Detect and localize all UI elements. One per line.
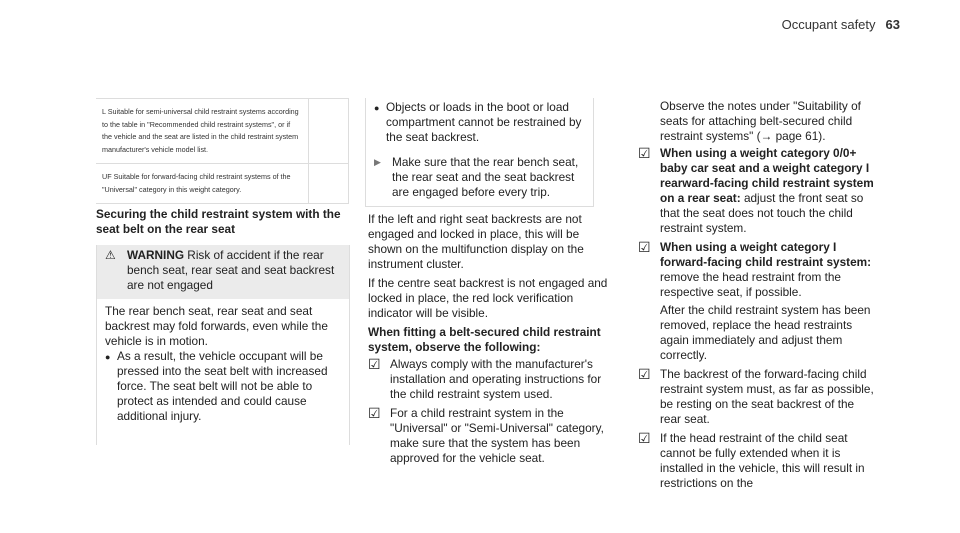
checklist-item: ☑ The backrest of the forward-facing child restraint system must, as far as possible, be resting on the seat backrest of the rear seat. xyxy=(638,366,874,426)
warning-title: WARNING xyxy=(127,248,185,262)
section-heading: Securing the child restraint system with the seat belt on the rear seat xyxy=(96,207,341,236)
section-title: Occupant safety xyxy=(781,17,876,32)
suitability-table xyxy=(96,98,349,204)
checkbox-icon: ☑ xyxy=(638,366,651,382)
page-header xyxy=(782,17,900,32)
checklist-item: ☑ When using a weight category I forward-facing child restraint system: remove the head restraint from the respective seat, if possible. After the child restraint system has been removed, replace the head restraints again immediately and adjust them correctly. xyxy=(638,239,872,362)
warning-triangle-icon: ⚠ xyxy=(105,248,116,262)
column-2 xyxy=(368,212,613,466)
checkbox-icon: ☑ xyxy=(638,239,651,255)
checklist-item: ☑ For a child restraint system in the "Universal" or "Semi-Universal" category, make sure that the system has been approved for the vehicle seat. xyxy=(368,405,604,465)
warning-text: The rear bench seat, rear seat and seat backrest may fold forwards, even while the vehicle is in motion. xyxy=(105,304,328,348)
arrow-icon: ▶ xyxy=(374,157,381,167)
checklist-item: ☑ When using a weight category 0/0+ baby car seat and a weight category I rearward-facing child restraint system on a rear seat: adjust the front seat so that the seat does not touch the child restraint system. xyxy=(638,145,874,235)
checklist-item: ☑ Always comply with the manufacturer's installation and operating instructions for the child restraint system used. xyxy=(368,356,602,401)
warning-subtitle: Risk of accident if the rear bench seat, rear seat and seat backrest are not engaged xyxy=(127,248,335,292)
warning-header xyxy=(97,245,349,299)
checkbox-icon: ☑ xyxy=(638,145,651,161)
page-number: 63 xyxy=(885,17,900,32)
warning-box xyxy=(96,245,350,445)
bullet-icon: ● xyxy=(105,352,111,362)
list-item: ● Objects or loads in the boot or load compartment cannot be restrained by the seat backrest. xyxy=(374,100,582,144)
paragraph: If the centre seat backrest is not engaged and locked in place, the red lock verification indicator will be visible. xyxy=(368,276,608,320)
instruction-item: ▶ Make sure that the rear bench seat, the rear seat and the seat backrest are engaged before every trip. xyxy=(374,155,579,199)
list-item: ● As a result, the vehicle occupant will be pressed into the seat belt with increased force. The seat belt will not be able to protect as intended and could cause additional injury. xyxy=(105,349,328,423)
table-cell: L Suitable for semi-universal child restraint systems according to the table in "Recommended child restraint systems", or if the vehicle and the seat are listed in the child restraint system manufacturer's vehicle model list. xyxy=(96,99,309,163)
table-row xyxy=(96,98,348,163)
checklist-item: ☑ If the head restraint of the child seat cannot be fully extended when it is installed in the vehicle, this will result in restrictions on the xyxy=(638,430,865,490)
checkbox-icon: ☑ xyxy=(368,405,381,421)
table-row xyxy=(96,163,348,203)
checkbox-icon: ☑ xyxy=(638,430,651,446)
table-cell: UF Suitable for forward-facing child restraint systems of the "Universal" category in this weight category. xyxy=(96,164,309,203)
column-3 xyxy=(638,99,878,491)
checkbox-icon: ☑ xyxy=(368,356,381,372)
paragraph: If the left and right seat backrests are not engaged and locked in place, this will be shown on the multifunction display on the instrument cluster. xyxy=(368,212,584,271)
paragraph: Observe the notes under "Suitability of seats for attaching belt-secured child restraint systems" (→ page 61). xyxy=(660,99,861,143)
warning-box-continued xyxy=(365,98,594,207)
subheading: When fitting a belt-secured child restraint system, observe the following: xyxy=(368,325,601,354)
bullet-icon: ● xyxy=(374,103,380,113)
